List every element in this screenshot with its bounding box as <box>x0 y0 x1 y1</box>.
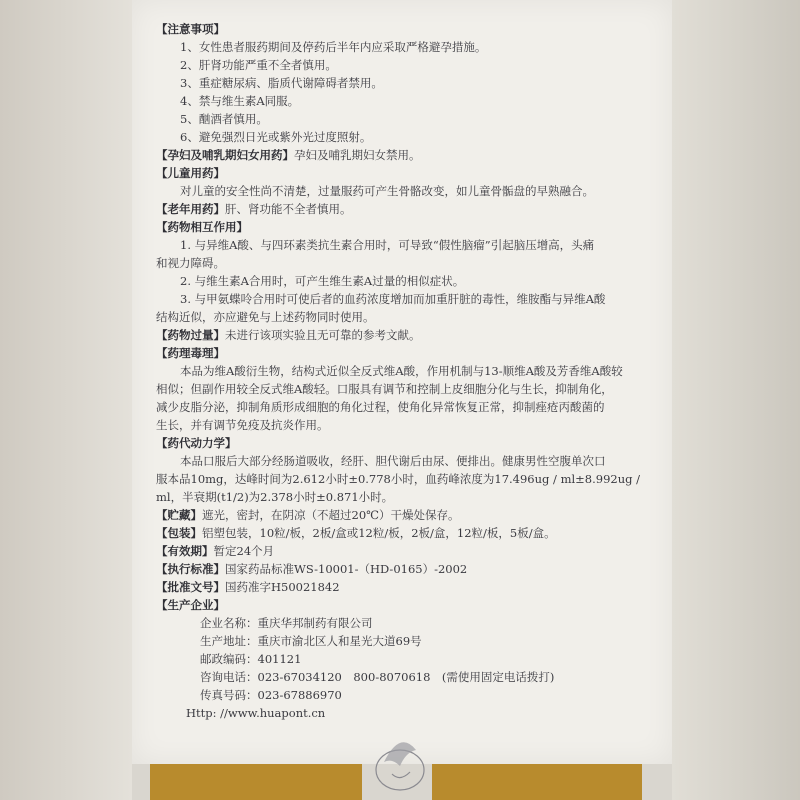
manufacturer-website: Http: //www.huapont.cn <box>186 706 326 720</box>
interactions-line: 和视力障碍。 <box>156 256 225 270</box>
manufacturer-line: 邮政编码：401121 <box>200 652 302 666</box>
precaution-item: 3、重症糖尿病、脂质代谢障碍者禁用。 <box>180 76 383 90</box>
storage-text: 遮光，密封，在阴凉（不超过20℃）干燥处保存。 <box>202 508 460 522</box>
right-background-band <box>672 0 800 800</box>
gold-strip-left <box>150 764 362 800</box>
pregnancy-text: 孕妇及哺乳期妇女禁用。 <box>294 148 421 162</box>
storage-section <box>156 506 660 524</box>
validity-section <box>156 542 660 560</box>
overdose-heading: 【药物过量】 <box>156 328 225 342</box>
packaging-section <box>156 524 660 542</box>
geriatric-section <box>156 200 660 218</box>
manufacturer-heading: 【生产企业】 <box>156 598 225 612</box>
pediatric-heading: 【儿童用药】 <box>156 166 225 180</box>
approval-section <box>156 578 660 596</box>
validity-heading: 【有效期】 <box>156 544 214 558</box>
approval-heading: 【批准文号】 <box>156 580 225 594</box>
packaging-heading: 【包装】 <box>156 526 202 540</box>
precaution-item: 2、肝肾功能严重不全者慎用。 <box>180 58 337 72</box>
interactions-line: 3. 与甲氨蝶呤合用时可使后者的血药浓度增加而加重肝脏的毒性，维胺酯与异维A酸 <box>180 292 606 306</box>
left-background-band <box>0 0 132 800</box>
precautions-heading: 【注意事项】 <box>156 22 225 36</box>
standard-text: 国家药品标准WS-10001-（HD-0165）-2002 <box>225 562 468 576</box>
gold-strip-right <box>432 764 642 800</box>
interactions-line: 2. 与维生素A合用时，可产生维生素A过量的相似症状。 <box>180 274 465 288</box>
validity-text: 暂定24个月 <box>213 544 275 558</box>
pregnancy-heading: 【孕妇及哺乳期妇女用药】 <box>156 148 294 162</box>
pharmacokinetics-line: ml，半衰期(t1/2)为2.378小时±0.871小时。 <box>156 490 394 504</box>
interactions-line: 结构近似，亦应避免与上述药物同时使用。 <box>156 310 375 324</box>
pharmacokinetics-heading: 【药代动力学】 <box>156 436 237 450</box>
pharmacokinetics-line: 服本品10mg，达峰时间为2.612小时±0.778小时，血药峰浓度为17.496ug / ml±8.992ug / <box>156 472 641 486</box>
approval-text: 国药准字H50021842 <box>225 580 340 594</box>
pharmacology-line: 生长，并有调节免疫及抗炎作用。 <box>156 418 329 432</box>
geriatric-text: 肝、肾功能不全者慎用。 <box>225 202 352 216</box>
interactions-line: 1. 与异维A酸、与四环素类抗生素合用时，可导致“假性脑瘤”引起脑压增高，头痛 <box>180 238 595 252</box>
leaflet-content <box>156 20 660 722</box>
pharmacology-heading: 【药理毒理】 <box>156 346 225 360</box>
manufacturer-line: 企业名称：重庆华邦制药有限公司 <box>200 616 373 630</box>
precaution-item: 6、避免强烈日光或紫外光过度照射。 <box>180 130 372 144</box>
precaution-item: 5、酗酒者慎用。 <box>180 112 268 126</box>
pharmacology-line: 本品为维A酸衍生物，结构式近似全反式维A酸，作用机制与13-顺维A酸及芳香维A酸较 <box>180 364 623 378</box>
manufacturer-line: 传真号码：023-67886970 <box>200 688 342 702</box>
manufacturer-line: 咨询电话：023-67034120 800-8070618 (需使用固定电话拨打) <box>200 670 555 684</box>
standard-section <box>156 560 660 578</box>
pharmacology-line: 相似；但副作用较全反式维A酸轻。口服具有调节和控制上皮细胞分化与生长，抑制角化， <box>156 382 613 396</box>
geriatric-heading: 【老年用药】 <box>156 202 225 216</box>
precaution-item: 1、女性患者服药期间及停药后半年内应采取严格避孕措施。 <box>180 40 487 54</box>
pediatric-text: 对儿童的安全性尚不清楚，过量服药可产生骨骼改变，如儿童骨骺盘的早熟融合。 <box>180 184 594 198</box>
bird-logo-icon <box>370 722 430 792</box>
pharmacology-line: 减少皮脂分泌，抑制角质形成细胞的角化过程，使角化异常恢复正常，抑制痤疮丙酸菌的 <box>156 400 605 414</box>
precaution-item: 4、禁与维生素A同服。 <box>180 94 300 108</box>
packaging-text: 铝塑包装，10粒/板，2板/盒或12粒/板，2板/盒，12粒/板，5板/盒。 <box>202 526 556 540</box>
overdose-text: 未进行该项实验且无可靠的参考文献。 <box>225 328 421 342</box>
pharmacokinetics-line: 本品口服后大部分经肠道吸收，经肝、胆代谢后由尿、便排出。健康男性空腹单次口 <box>180 454 606 468</box>
overdose-section <box>156 326 660 344</box>
standard-heading: 【执行标准】 <box>156 562 225 576</box>
interactions-heading: 【药物相互作用】 <box>156 220 248 234</box>
pregnancy-section <box>156 146 660 164</box>
storage-heading: 【贮藏】 <box>156 508 202 522</box>
manufacturer-line: 生产地址：重庆市渝北区人和星光大道69号 <box>200 634 422 648</box>
